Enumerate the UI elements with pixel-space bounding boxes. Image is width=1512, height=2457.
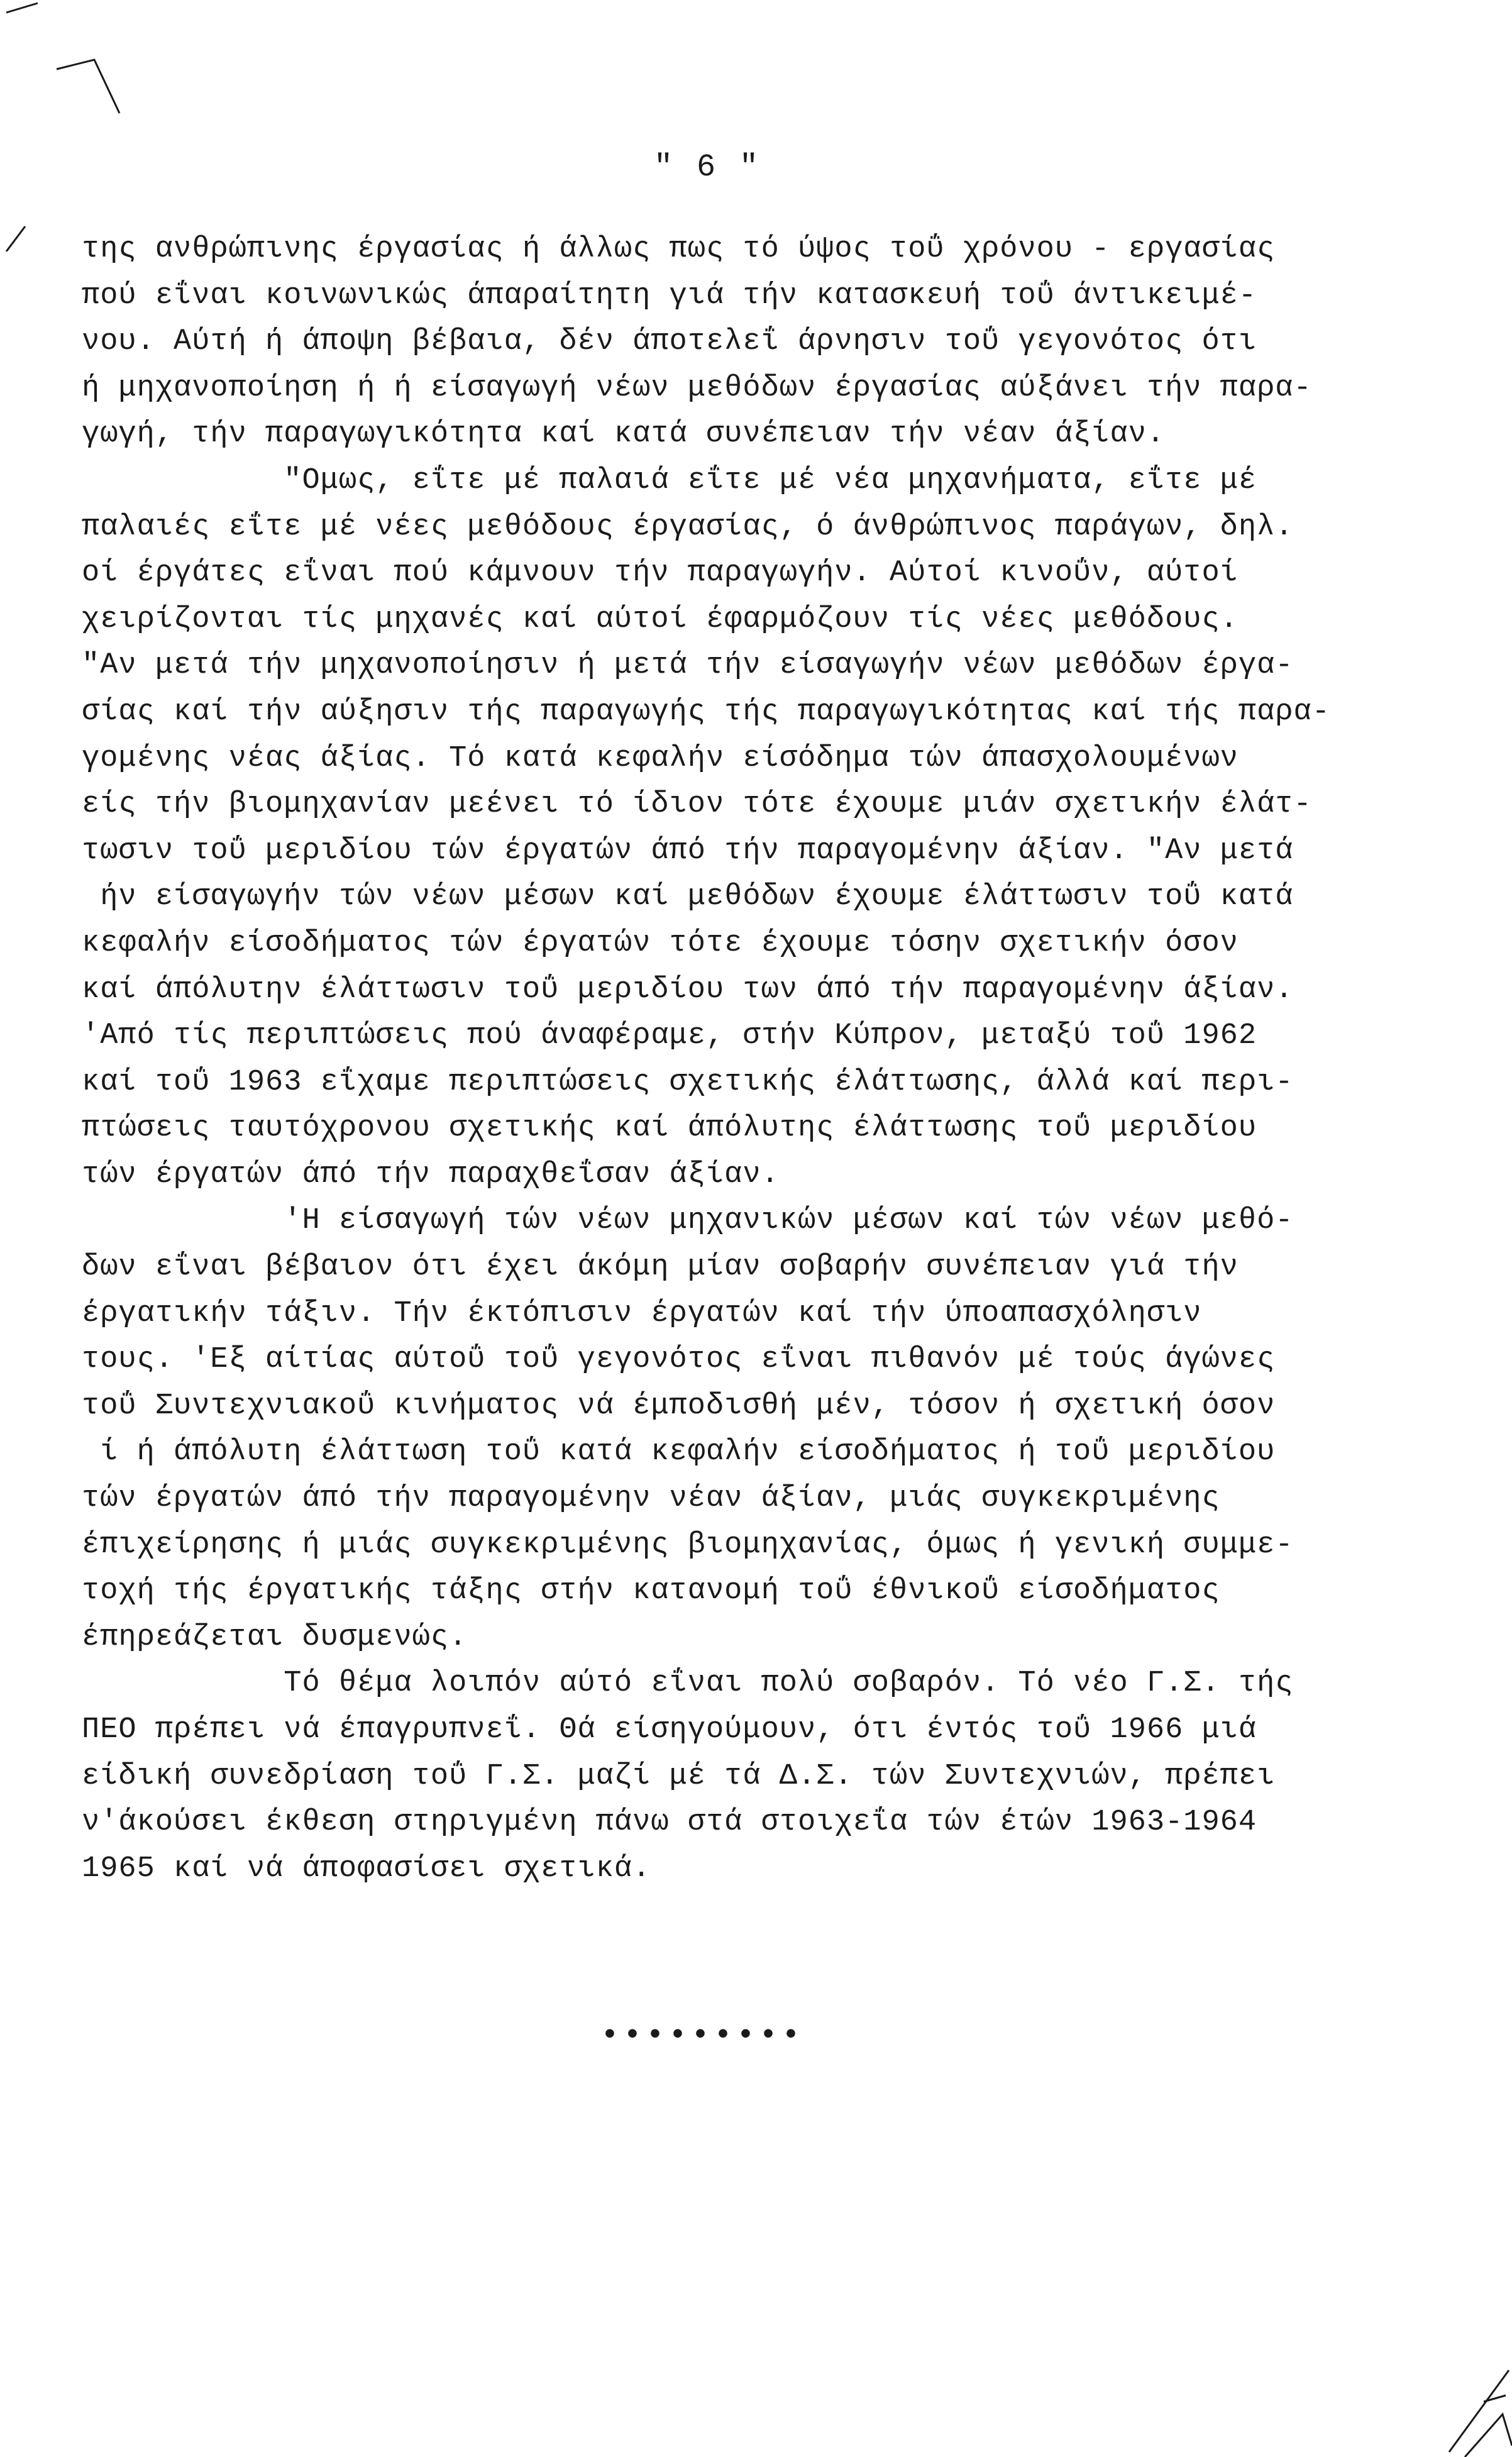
- text-line: τωσιν τοΰ μεριδίου τών έργατών άπό τήν παραγομένην άξίαν. "Αν μετά: [82, 834, 1294, 868]
- text-line: ί ή άπόλυτη έλάττωση τοΰ κατά κεφαλήν είσοδήματος ή τοΰ μεριδίου: [82, 1435, 1276, 1469]
- text-line: τοχή τής έργατικής τάξης στήν κατανομή τοΰ έθνικοΰ είσοδήματος: [82, 1574, 1220, 1608]
- text-line: τών έργατών άπό τήν παραχθεΐσαν άξίαν.: [82, 1157, 780, 1191]
- text-line: τών έργατών άπό τήν παραγομένην νέαν άξίαν, μιάς συγκεκριμένης: [82, 1482, 1220, 1516]
- text-line: 'Η είσαγωγή τών νέων μηχανικών μέσων καί τών νέων μεθό-: [82, 1204, 1294, 1238]
- text-line: παλαιές εΐτε μέ νέες μεθόδους έργασίας, ό άνθρώπινος παράγων, δηλ.: [82, 510, 1294, 544]
- scan-mark-top-left: [0, 0, 163, 251]
- scan-mark-bottom-right: [1446, 2351, 1512, 2457]
- text-line: ν'άκούσει έκθεση στηριγμένη πάνω στά στοιχεΐα τών έτών 1963-1964: [82, 1806, 1257, 1840]
- text-line: "Ομως, εΐτε μέ παλαιά εΐτε μέ νέα μηχανήματα, εΐτε μέ: [82, 463, 1257, 497]
- text-line: ή μηχανοποίηση ή ή είσαγωγή νέων μεθόδων έργασίας αύξάνει τήν παρα-: [82, 371, 1312, 405]
- text-line: κεφαλήν είσοδήματος τών έργατών τότε έχουμε τόσην σχετικήν όσον: [82, 926, 1239, 960]
- closing-dots: •••••••••: [600, 2018, 805, 2054]
- text-line: τους. 'Εξ αίτίας αύτοΰ τοΰ γεγονότος εΐναι πιθανόν μέ τούς άγώνες: [82, 1343, 1276, 1377]
- text-line: τοΰ Συντεχνιακοΰ κινήματος νά έμποδισθή μέν, τόσον ή σχετική όσον: [82, 1389, 1276, 1423]
- text-line: είς τήν βιομηχανίαν μεένει τό ίδιον τότε έχουμε μιάν σχετικήν έλάτ-: [82, 788, 1312, 822]
- text-line: οί έργάτες εΐναι πού κάμνουν τήν παραγωγήν. Αύτοί κινοΰν, αύτοί: [82, 556, 1239, 590]
- body-text: [82, 226, 1433, 1892]
- text-line: γομένης νέας άξίας. Τό κατά κεφαλήν είσόδημα τών άπασχολουμένων: [82, 741, 1239, 775]
- text-line: έπιχείρησης ή μιάς συγκεκριμένης βιομηχανίας, όμως ή γενική συμμε-: [82, 1528, 1294, 1562]
- text-line: γωγή, τήν παραγωγικότητα καί κατά συνέπειαν τήν νέαν άξίαν.: [82, 417, 1166, 451]
- text-line: 1965 καί νά άποφασίσει σχετικά.: [82, 1852, 651, 1886]
- text-line: ΠΕΟ πρέπει νά έπαγρυπνεΐ. Θά είσηγούμουν, ότι έντός τοΰ 1966 μιά: [82, 1713, 1257, 1747]
- text-line: "Αν μετά τήν μηχανοποίησιν ή μετά τήν είσαγωγήν νέων μεθόδων έργα-: [82, 649, 1294, 683]
- page-number: " 6 ": [654, 150, 761, 185]
- text-line: σίας καί τήν αύξησιν τής παραγωγής τής παραγωγικότητας καί τής παρα-: [82, 695, 1330, 729]
- text-line: καί άπόλυτην έλάττωσιν τοΰ μεριδίου των άπό τήν παραγομένην άξίαν.: [82, 973, 1294, 1007]
- text-line: Τό θέμα λοιπόν αύτό εΐναι πολύ σοβαρόν. Τό νέο Γ.Σ. τής: [82, 1667, 1294, 1701]
- text-line: καί τοΰ 1963 εΐχαμε περιπτώσεις σχετικής έλάττωσης, άλλά καί περι-: [82, 1065, 1294, 1099]
- text-line: είδική συνεδρίαση τοΰ Γ.Σ. μαζί μέ τά Δ.Σ. τών Συντεχνιών, πρέπει: [82, 1759, 1276, 1793]
- text-line: πού εΐναι κοινωνικώς άπαραίτητη γιά τήν κατασκευή τοΰ άντικειμέ-: [82, 279, 1257, 312]
- text-line: έπηρεάζεται δυσμενώς.: [82, 1620, 468, 1654]
- text-line: της ανθρώπινης έργασίας ή άλλως πως τό ύψος τοΰ χρόνου - εργασίας: [82, 233, 1276, 266]
- text-line: 'Από τίς περιπτώσεις πού άναφέραμε, στήν Κύπρον, μεταξύ τοΰ 1962: [82, 1019, 1257, 1053]
- text-line: χειρίζονται τίς μηχανές καί αύτοί έφαρμόζουν τίς νέες μεθόδους.: [82, 602, 1239, 636]
- text-line: έργατικήν τάξιν. Τήν έκτόπισιν έργατών καί τήν ύποαπασχόλησιν: [82, 1296, 1202, 1330]
- text-line: ήν είσαγωγήν τών νέων μέσων καί μεθόδων έχουμε έλάττωσιν τοΰ κατά: [82, 880, 1294, 914]
- text-line: δων εΐναι βέβαιον ότι έχει άκόμη μίαν σοβαρήν συνέπειαν γιά τήν: [82, 1251, 1239, 1284]
- text-line: νου. Αύτή ή άποψη βέβαια, δέν άποτελεΐ άρνησιν τοΰ γεγονότος ότι: [82, 325, 1257, 359]
- text-line: πτώσεις ταυτόχρονου σχετικής καί άπόλυτης έλάττωσης τοΰ μεριδίου: [82, 1112, 1257, 1146]
